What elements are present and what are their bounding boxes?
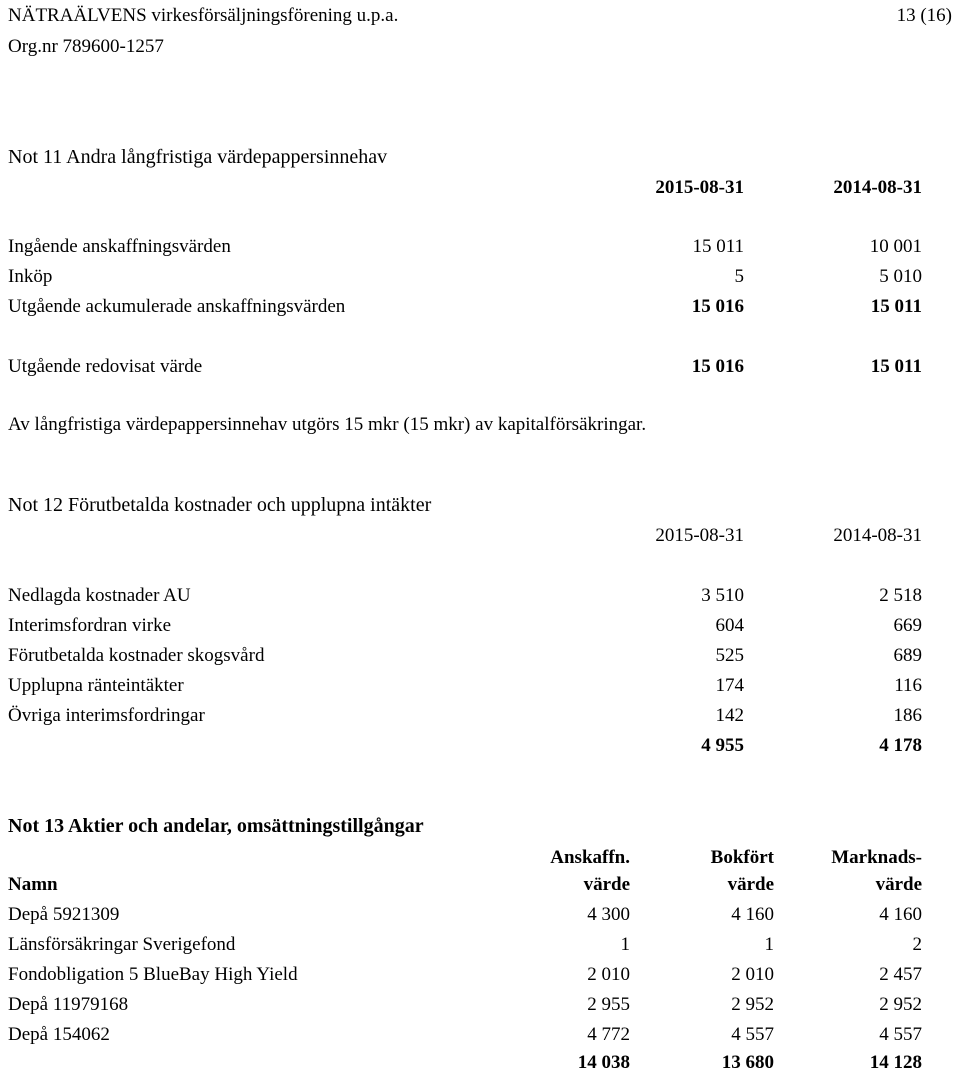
org-number: Org.nr 789600-1257 [8, 36, 164, 57]
note13-row-label: Fondobligation 5 BlueBay High Yield [8, 964, 298, 985]
note12-row-value: 3 510 [701, 585, 744, 606]
note13-row-value: 1 [764, 934, 774, 955]
note11-remark: Av långfristiga värdepappersinnehav utgörs 15 mkr (15 mkr) av kapitalförsäkringar. [8, 414, 647, 435]
note13-row-value: 4 300 [587, 904, 630, 925]
note11-title: Not 11 Andra långfristiga värdepappersinnehav [8, 146, 388, 168]
note12-row-label: Upplupna ränteintäkter [8, 675, 184, 696]
note13-total: 13 680 [721, 1052, 774, 1073]
note11-row-label: Inköp [8, 266, 53, 287]
note11-row-value: 15 011 [692, 236, 744, 257]
note12-row-value: 116 [894, 675, 922, 696]
note11-book-value-label: Utgående redovisat värde [8, 356, 203, 377]
note13-row-value: 2 010 [731, 964, 774, 985]
note12-total: 4 955 [701, 735, 744, 756]
note12-row-value: 186 [893, 705, 922, 726]
note13-row-value: 4 160 [879, 904, 922, 925]
note11-row-value: 5 [734, 266, 744, 287]
note12-row-value: 525 [715, 645, 744, 666]
note13-title: Not 13 Aktier och andelar, omsättningstillgångar [8, 815, 424, 837]
note11-row-value: 10 001 [869, 236, 922, 257]
note12-title: Not 12 Förutbetalda kostnader och upplupna intäkter [8, 494, 432, 516]
note11-row-value: 15 011 [870, 296, 922, 317]
note11-row-label: Utgående ackumulerade anskaffningsvärden [8, 296, 346, 317]
note13-row-value: 2 952 [731, 994, 774, 1015]
note12-row-label: Interimsfordran virke [8, 615, 172, 636]
note13-row-value: 4 772 [587, 1024, 630, 1045]
org-name: NÄTRAÄLVENS virkesförsäljningsförening u.p.a. [8, 5, 399, 26]
note11-row-value: 5 010 [879, 266, 922, 287]
page-number: 13 (16) [896, 5, 952, 26]
note11-book-value: 15 011 [870, 356, 922, 377]
note11-col2-header: 2014-08-31 [833, 177, 922, 198]
note12-row-label: Övriga interimsfordringar [8, 705, 205, 726]
note13-row-value: 2 457 [879, 964, 922, 985]
note12-row-value: 689 [893, 645, 922, 666]
note13-row-label: Länsförsäkringar Sverigefond [8, 934, 236, 955]
note13-row-value: 2 [912, 934, 922, 955]
note13-row-value: 1 [620, 934, 630, 955]
note11-row-label: Ingående anskaffningsvärden [8, 236, 231, 257]
note12-total: 4 178 [879, 735, 922, 756]
note13-row-value: 4 557 [731, 1024, 774, 1045]
note13-row-value: 4 160 [731, 904, 774, 925]
note13-name-header: Namn [8, 874, 58, 895]
note12-col2-header: 2014-08-31 [833, 525, 922, 546]
note12-row-value: 604 [715, 615, 744, 636]
note13-col3-header-bottom: värde [875, 874, 922, 895]
note13-col1-header-bottom: värde [583, 874, 630, 895]
note12-row-label: Nedlagda kostnader AU [8, 585, 191, 606]
note13-row-value: 2 952 [879, 994, 922, 1015]
note13-row-label: Depå 11979168 [8, 994, 129, 1015]
note12-row-label: Förutbetalda kostnader skogsvård [8, 645, 265, 666]
note13-row-value: 2 010 [587, 964, 630, 985]
note12-row-value: 669 [893, 615, 922, 636]
note13-col1-header-top: Anskaffn. [550, 847, 630, 868]
note11-col1-header: 2015-08-31 [655, 177, 744, 198]
note11-row-value: 15 016 [691, 296, 744, 317]
note13-row-value: 4 557 [879, 1024, 922, 1045]
note12-row-value: 2 518 [879, 585, 922, 606]
note13-col2-header-bottom: värde [727, 874, 774, 895]
note12-col1-header: 2015-08-31 [655, 525, 744, 546]
note11-book-value: 15 016 [691, 356, 744, 377]
note13-total: 14 038 [577, 1052, 630, 1073]
note13-total: 14 128 [869, 1052, 922, 1073]
note13-row-label: Depå 5921309 [8, 904, 120, 925]
note13-col3-header-top: Marknads- [831, 847, 922, 868]
note12-row-value: 174 [715, 675, 744, 696]
note13-row-label: Depå 154062 [8, 1024, 110, 1045]
note13-col2-header-top: Bokfört [710, 847, 774, 868]
note12-row-value: 142 [715, 705, 744, 726]
note13-row-value: 2 955 [587, 994, 630, 1015]
